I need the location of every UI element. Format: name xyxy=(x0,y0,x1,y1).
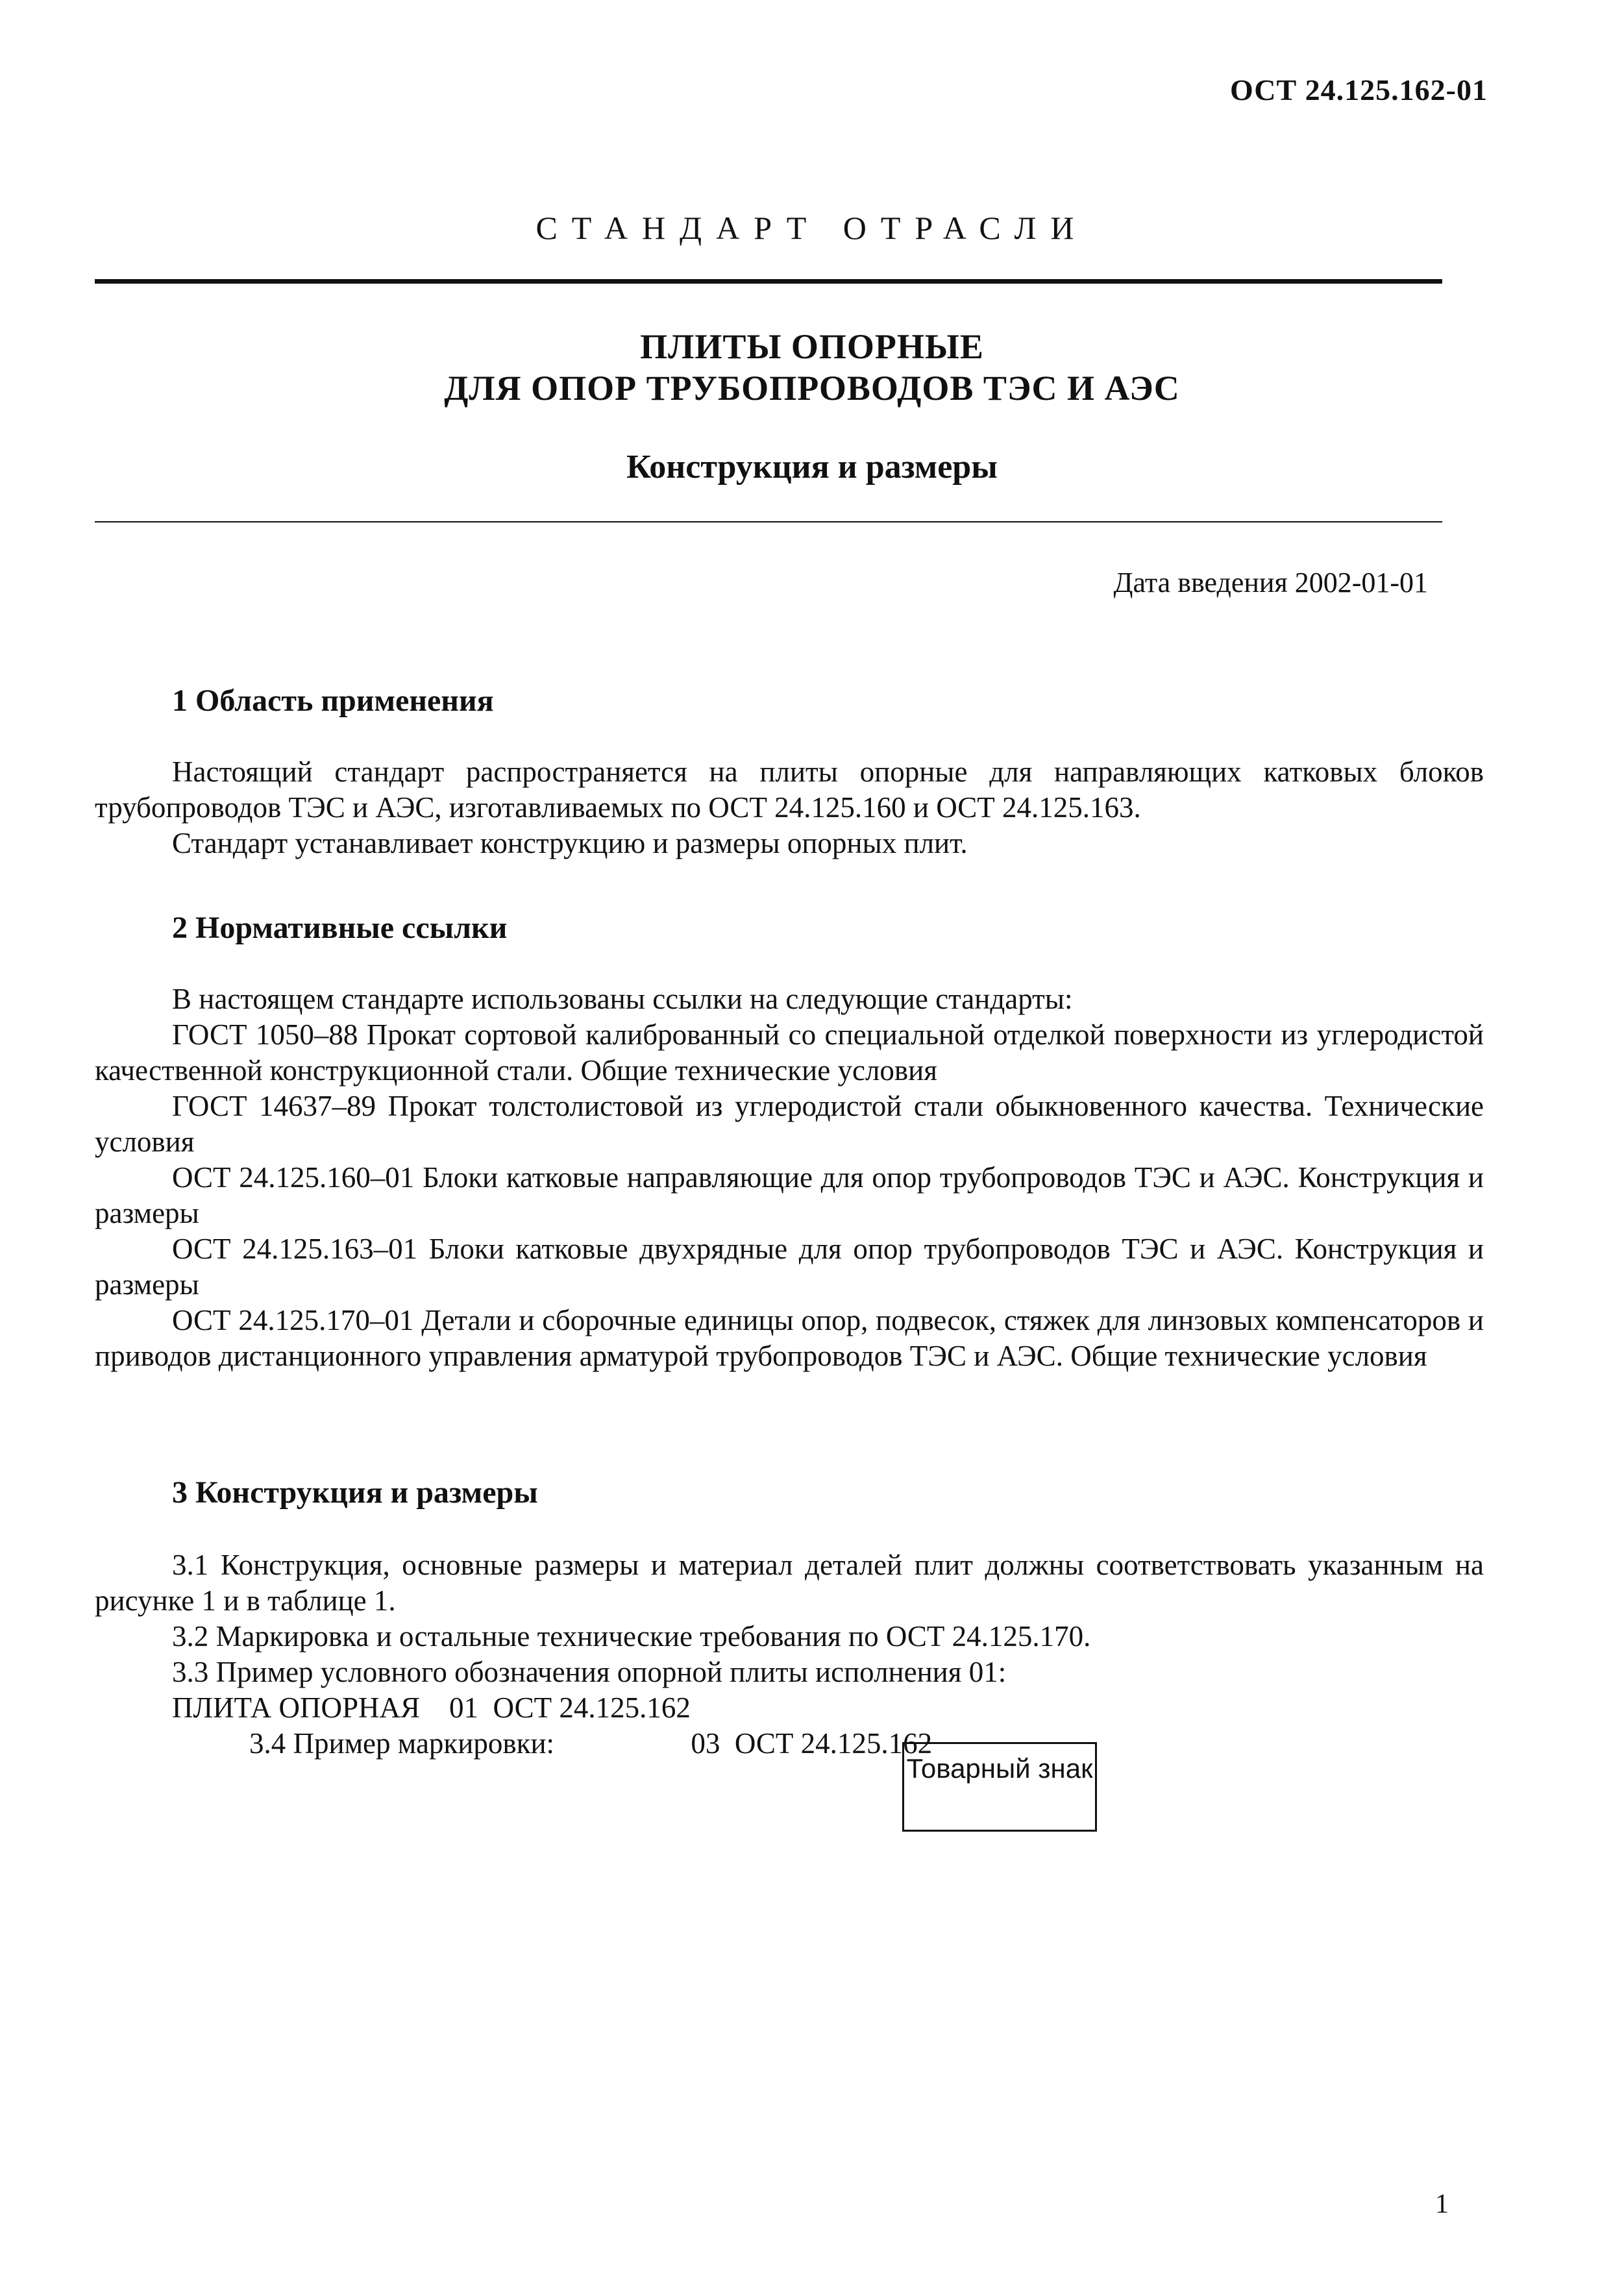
title-line-2: ДЛЯ ОПОР ТРУБОПРОВОДОВ ТЭС И АЭС xyxy=(444,369,1180,408)
section-3-body xyxy=(95,1547,1484,1762)
trademark-box: Товарный знак xyxy=(902,1742,1097,1832)
reference-item: ОСТ 24.125.160–01 Блоки катковые направляющие для опор трубопроводов ТЭС и АЭС. Конструкция и размеры xyxy=(95,1161,1484,1229)
reference-item: ГОСТ 14637–89 Прокат толстолистовой из углеродистой стали обыкновенного качества. Технические условия xyxy=(95,1090,1484,1158)
document-subtitle: Конструкция и размеры xyxy=(626,449,998,485)
scope-paragraph: Стандарт устанавливает конструкцию и размеры опорных плит. xyxy=(172,827,968,859)
marking-label: 3.4 Пример маркировки: xyxy=(249,1727,555,1760)
page-number: 1 xyxy=(1435,2189,1449,2219)
top-divider xyxy=(95,279,1442,284)
section-1-body xyxy=(95,754,1484,861)
scope-paragraph: Настоящий стандарт распространяется на плиты опорные для направляющих катковых блоков трубопроводов ТЭС и АЭС, изготавливаемых по ОСТ 24.125.160 и ОСТ 24.125.163. xyxy=(95,756,1484,824)
reference-item: ГОСТ 1050–88 Прокат сортовой калиброванный со специальной отделкой поверхности из углеродистой качественной конструкционной стали. Общие технические условия xyxy=(95,1018,1484,1087)
reference-item: ОСТ 24.125.170–01 Детали и сборочные единицы опор, подвесок, стяжек для линзовых компенсаторов и приводов дистанционного управления арматурой трубопроводов ТЭС и АЭС. Общие технические условия xyxy=(95,1304,1484,1372)
clause-3-3: 3.3 Пример условного обозначения опорной плиты исполнения 01: xyxy=(172,1656,1007,1688)
document-code: ОСТ 24.125.162-01 xyxy=(1229,73,1488,106)
clause-3-4 xyxy=(95,1726,1484,1762)
section-1-heading: 1 Область применения xyxy=(172,683,494,718)
document-title xyxy=(0,326,1624,409)
designation-example: ПЛИТА ОПОРНАЯ 01 ОСТ 24.125.162 xyxy=(172,1691,691,1724)
section-3-heading: 3 Конструкция и размеры xyxy=(172,1475,538,1510)
references-intro: В настоящем стандарте использованы ссылки на следующие стандарты: xyxy=(172,983,1073,1015)
section-2-body xyxy=(95,981,1484,1374)
clause-3-2: 3.2 Маркировка и остальные технические требования по ОСТ 24.125.170. xyxy=(172,1620,1091,1653)
bottom-divider xyxy=(95,521,1442,522)
reference-item: ОСТ 24.125.163–01 Блоки катковые двухрядные для опор трубопроводов ТЭС и АЭС. Конструкция и размеры xyxy=(95,1233,1484,1301)
clause-3-1: 3.1 Конструкция, основные размеры и материал деталей плит должны соответствовать указанным на рисунке 1 и в таблице 1. xyxy=(95,1549,1484,1617)
marking-value: 03 ОСТ 24.125.162 xyxy=(691,1727,933,1760)
introduction-date: Дата введения 2002-01-01 xyxy=(1113,567,1428,598)
standard-type-heading: СТАНДАРТ ОТРАСЛИ xyxy=(535,210,1089,246)
title-line-1: ПЛИТЫ ОПОРНЫЕ xyxy=(640,327,984,366)
section-2-heading: 2 Нормативные ссылки xyxy=(172,911,508,945)
